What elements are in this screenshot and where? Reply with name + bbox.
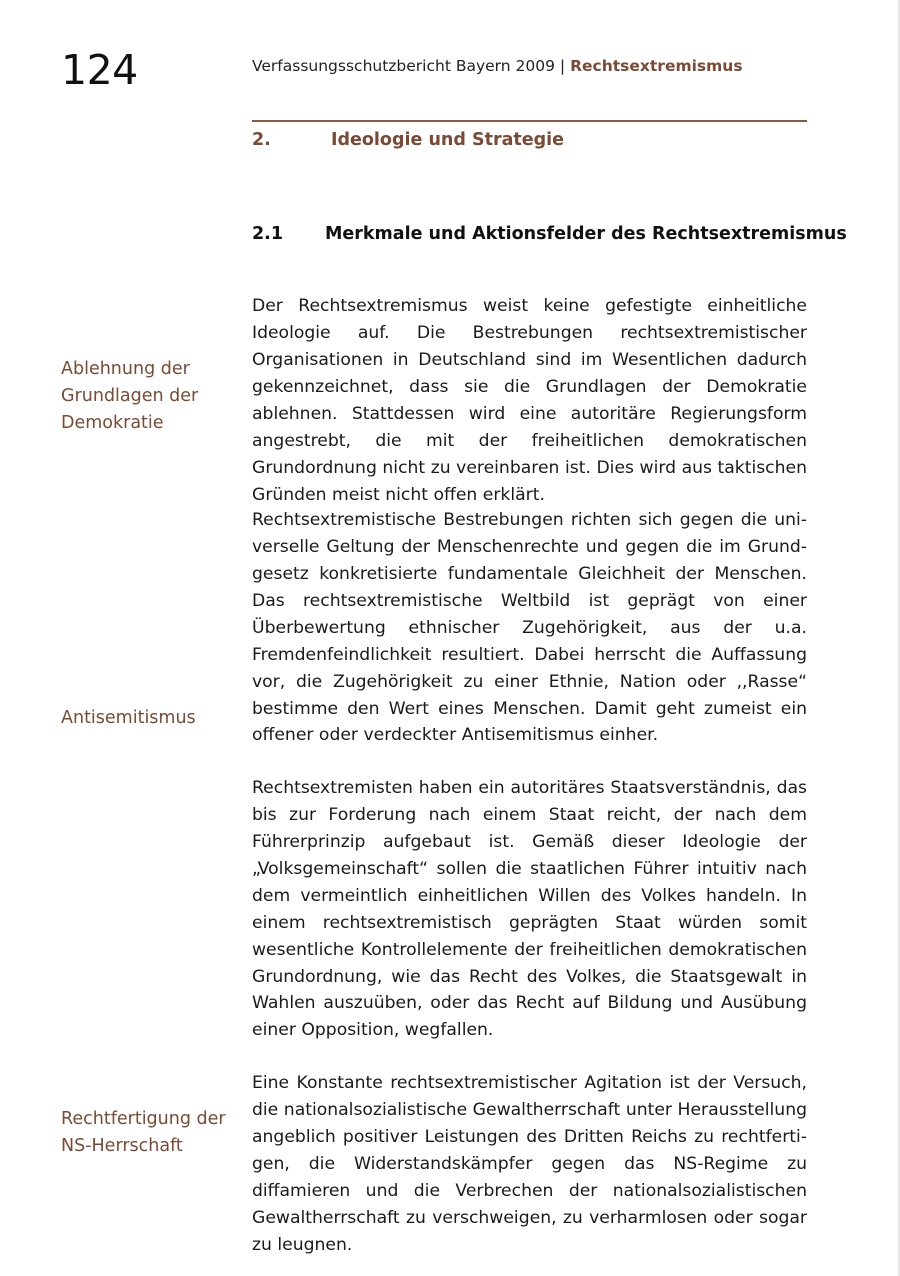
chapter-heading <box>252 130 564 150</box>
body-paragraph: Rechtsextremisten haben ein autoritäres Staatsverständnis, das bis zur Forderung nach einem Staat reicht, der nach dem Führerprinzip aufgebaut ist. Gemäß dieser Ideologie der „Volksgemeinschaft“ sollen die staatlichen Führer intuitiv nach dem vermeintlich einheitlichen Willen des Volkes handeln. In einem rechtsextremistisch geprägten Staat würden somit wesentliche Kontrollelemente der freiheitlichen demokratischen Grundordnung, wie das Recht des Volkes, die Staatsgewalt in Wahlen auszuüben, oder das Recht auf Bildung und Ausübung einer Opposition, wegfallen. <box>252 778 807 1041</box>
subsection-number: 2.1 <box>252 224 284 244</box>
page-number: 124 <box>61 46 138 94</box>
header-rule <box>252 120 807 122</box>
running-header <box>252 57 743 75</box>
header-section: Rechtsextremismus <box>570 57 743 75</box>
margin-note: Ablehnung der Grundlagen der Demokratie <box>61 359 199 433</box>
body-paragraph: Eine Konstante rechtsextremistischer Agitation ist der Versuch, die nationalsozialistische Gewaltherrschaft unter Herausstellung angeblich positiver Leistungen des Dritten Reichs zu rechtfertigen, die Widerstandskämpfer gegen das NS-Regime zu diffamieren und die Verbrechen der nationalsozialistischen Gewaltherrschaft zu verschweigen, zu verharmlosen oder sogar zu leugnen. <box>252 1073 807 1255</box>
subsection-title: Merkmale und Aktionsfelder des Rechtsextremismus <box>325 224 847 244</box>
body-paragraph: Rechtsextremistische Bestrebungen richten sich gegen die universelle Geltung der Menschenrechte und gegen die im Grundgesetz konkretisierte fundamentale Gleichheit der Menschen. Das rechtsextremistische Weltbild ist geprägt von einer Überbewertung ethnischer Zugehörigkeit, aus der u.a. Fremdenfeindlichkeit resultiert. Dabei herrscht die Auffassung vor, die Zugehörigkeit zu einer Ethnie, Nation oder ,,Rasse“ bestimme den Wert eines Menschen. Damit geht zumeist ein offener oder verdeckter Antisemitismus einher. <box>252 510 807 746</box>
chapter-number: 2. <box>252 130 271 150</box>
chapter-title: Ideologie und Strategie <box>331 130 565 150</box>
subsection-heading <box>252 224 847 244</box>
body-paragraph: Der Rechtsextremismus weist keine gefestigte einheitliche Ideologie auf. Die Bestrebungen rechtsextremistischer Organisationen in Deutschland sind im Wesentlichen dadurch gekennzeichnet, dass sie die Grundlagen der Demokratie ablehnen. Stattdessen wird eine autoritäre Regierungsform angestrebt, die mit der freiheitlichen demokratischen Grundordnung nicht zu vereinbaren ist. Dies wird aus taktischen Gründen meist nicht offen erklärt. <box>252 296 807 505</box>
margin-note: Rechtfertigung der NS-Herrschaft <box>61 1109 226 1156</box>
header-title: Verfassungsschutzbericht Bayern 2009 | <box>252 57 566 75</box>
margin-note: Antisemitismus <box>61 708 196 728</box>
